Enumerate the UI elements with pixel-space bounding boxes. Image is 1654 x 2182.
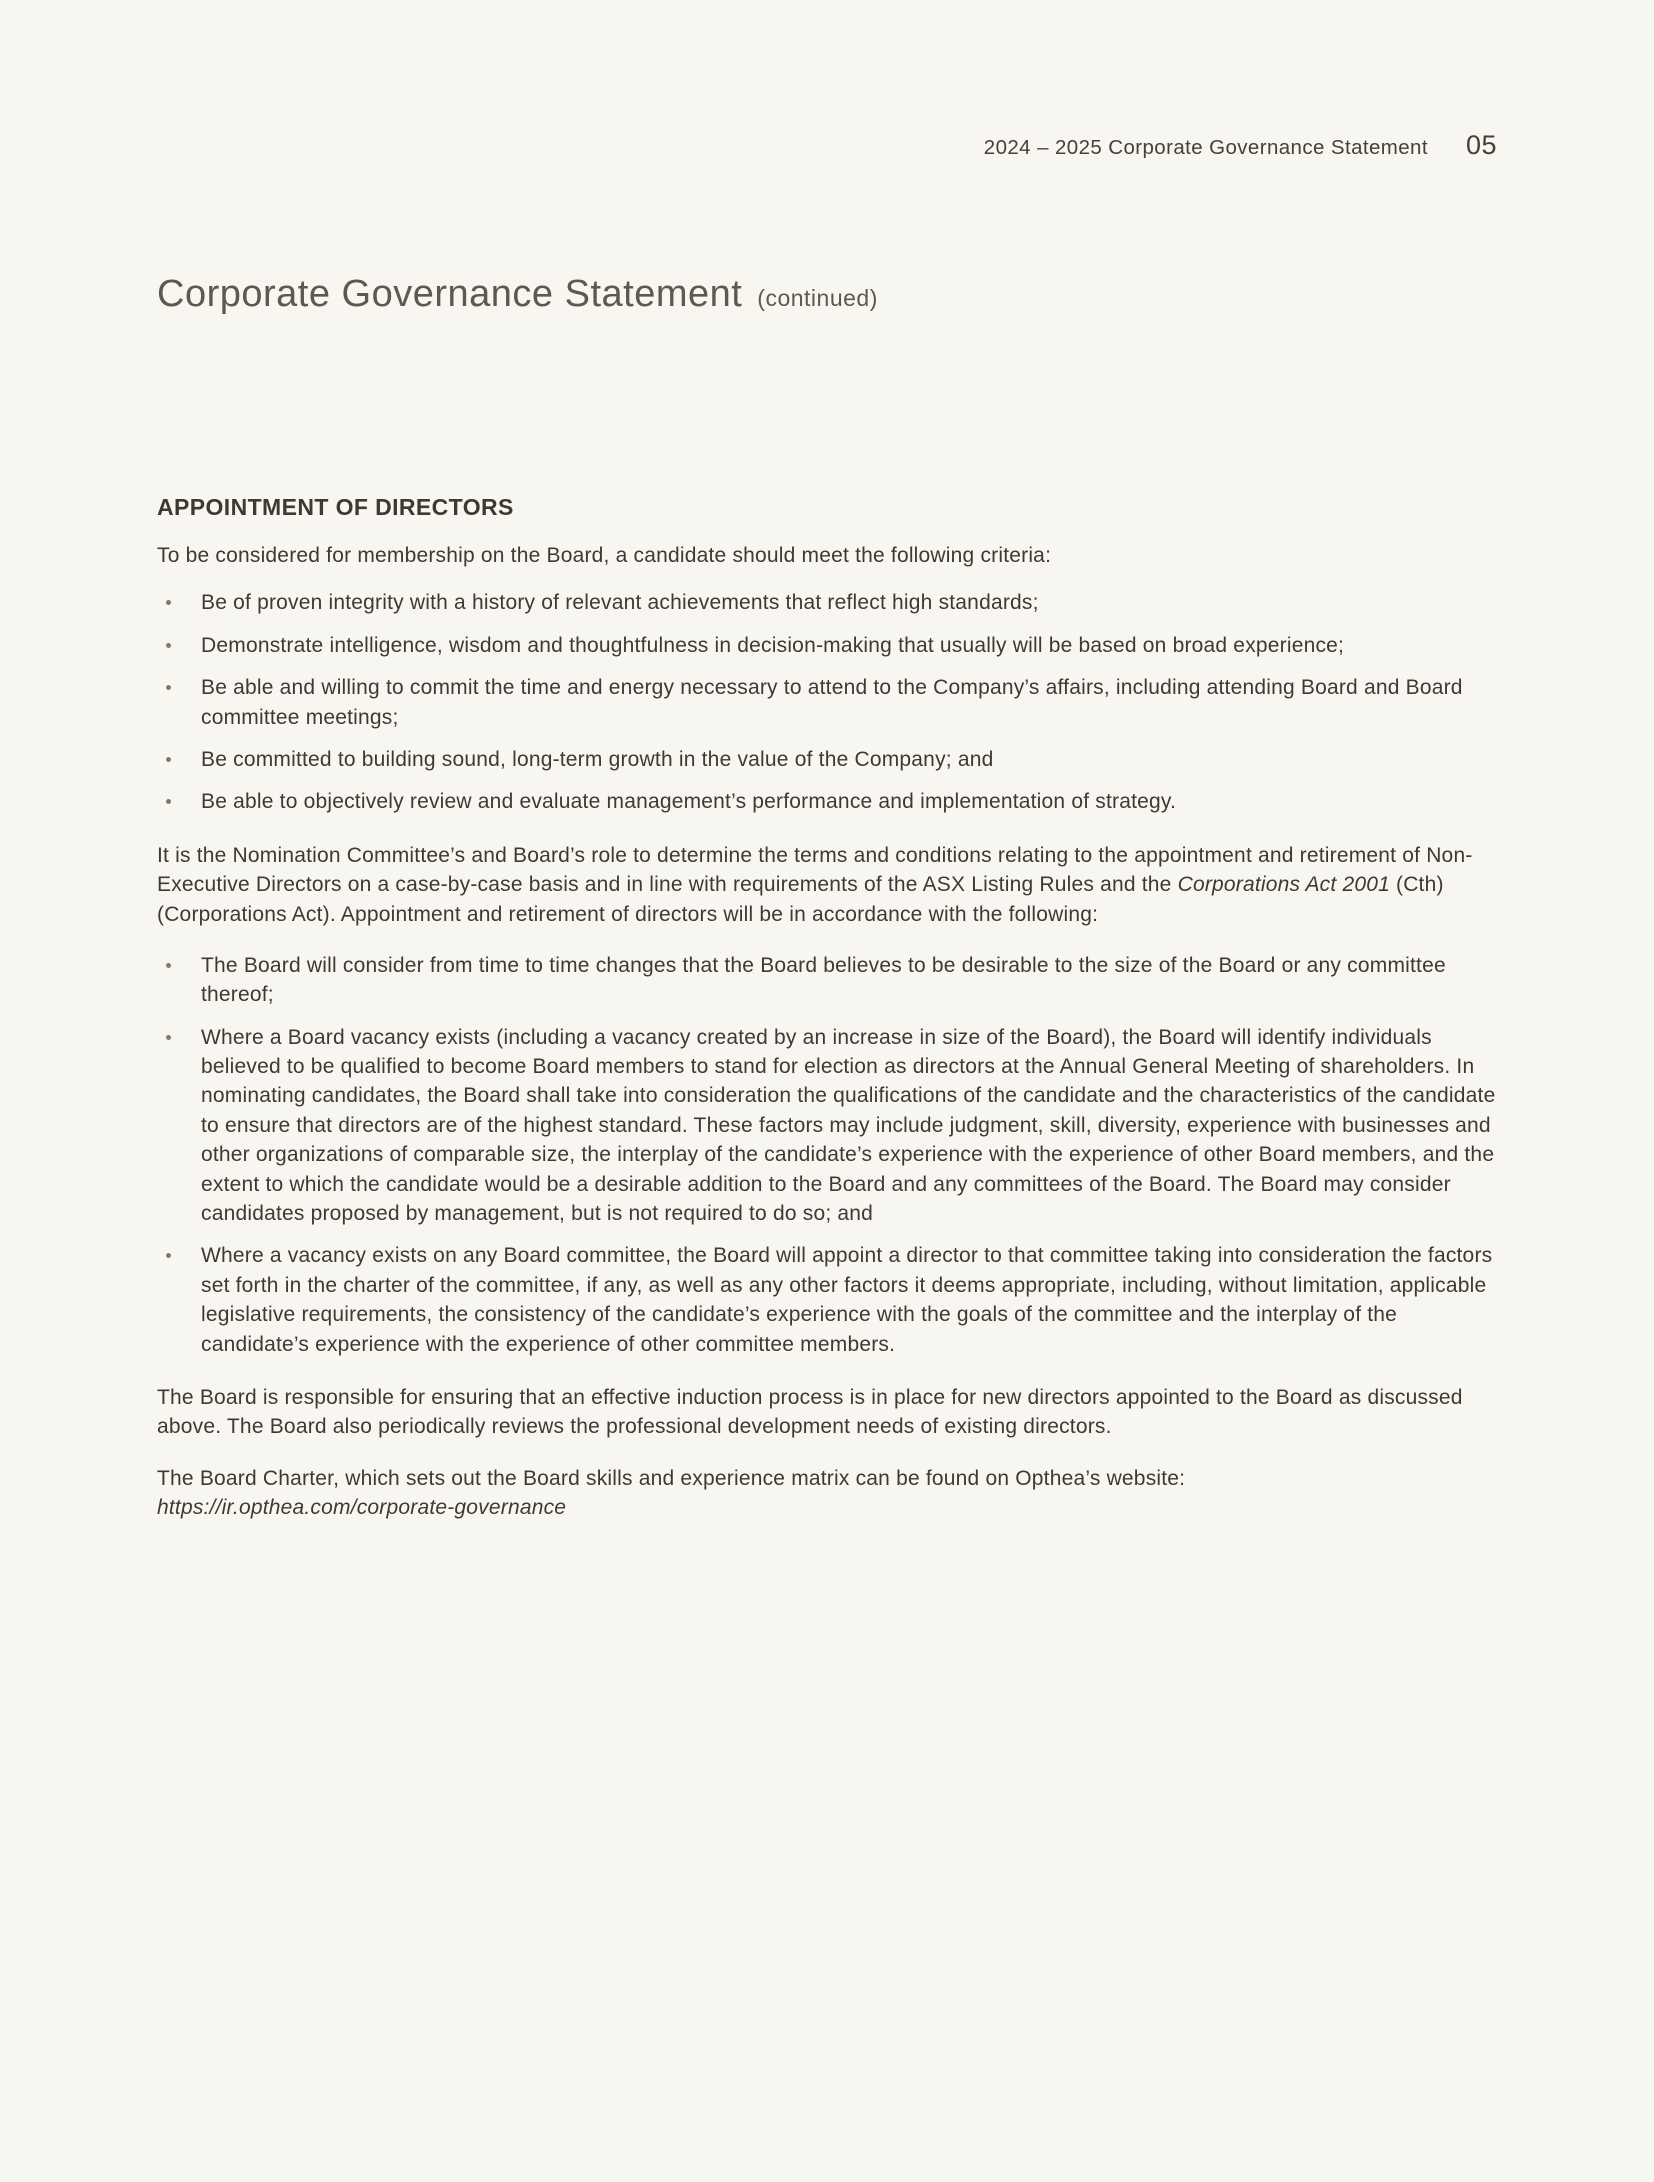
bullet-item [157, 588, 1497, 617]
bullet-text: Demonstrate intelligence, wisdom and thoughtfulness in decision-making that usually will be based on broad experience; [201, 633, 1345, 657]
charter-paragraph-text: The Board Charter, which sets out the Board skills and experience matrix can be found on Opthea’s website: [157, 1466, 1186, 1490]
bullet-item [157, 745, 1497, 774]
bullet-icon [166, 757, 171, 762]
nomination-paragraph-post: (Cth) (Corporations Act). Appointment and retirement of directors will be in accordance with the following: [157, 873, 1444, 926]
bullet-item [157, 631, 1497, 660]
bullet-icon [166, 643, 171, 648]
website-link[interactable]: https://ir.opthea.com/corporate-governance [157, 1496, 567, 1520]
induction-paragraph: The Board is responsible for ensuring that an effective induction process is in place for new directors appointed to the Board as discussed above. The Board also periodically reviews the professional development needs of existing directors. [157, 1385, 1463, 1439]
bullet-item [157, 673, 1497, 732]
document-title-suffix: (continued) [757, 285, 878, 311]
nomination-paragraph-pre: It is the Nomination Committee’s and Board’s role to determine the terms and conditions relating to the appointment and retirement of Non-Executive Directors on a case-by-case basis and in line with requirements of the ASX Listing Rules and the [157, 843, 1473, 897]
bullet-icon [166, 685, 171, 690]
bullet-text: Where a vacancy exists on any Board committee, the Board will appoint a director to that committee taking into consideration the factors set forth in the charter of the committee, if any, as well as any other factors it deems appropriate, including, without limitation, applicable legislative requirements, the consistency of the candidate’s experience with the goals of the committee and the interplay of the candidate’s experience with the experience of other committee members. [201, 1244, 1493, 1356]
corporations-act-italic: Corporations Act 2001 [1177, 873, 1390, 897]
bullet-item [157, 951, 1497, 1010]
header-title: 2024 – 2025 Corporate Governance Statement [983, 136, 1428, 159]
bullet-list-criteria [157, 588, 1497, 816]
bullet-item [157, 1023, 1497, 1229]
nomination-paragraph [157, 841, 1497, 929]
page-header [157, 0, 1497, 161]
bullet-item [157, 787, 1497, 816]
bullet-list-appointment-rules [157, 951, 1497, 1359]
bullet-icon [166, 799, 171, 804]
bullet-icon [166, 1253, 171, 1258]
bullet-text: Be of proven integrity with a history of relevant achievements that reflect high standards; [201, 591, 1039, 615]
bullet-text: Be committed to building sound, long-term growth in the value of the Company; and [201, 747, 994, 771]
section-heading: APPOINTMENT OF DIRECTORS [157, 494, 514, 520]
bullet-icon [166, 1035, 171, 1040]
charter-paragraph [157, 1464, 1497, 1523]
intro-paragraph: To be considered for membership on the Board, a candidate should meet the following criteria: [157, 544, 1052, 567]
document-title-main: Corporate Governance Statement [157, 273, 743, 315]
page-number: 05 [1465, 130, 1497, 160]
document-title [157, 273, 1497, 316]
bullet-text: Be able to objectively review and evaluate management’s performance and implementation of strategy. [201, 790, 1177, 814]
bullet-text: Be able and willing to commit the time and energy necessary to attend to the Company’s affairs, including attending Board and Board committee meetings; [201, 676, 1463, 729]
bullet-text: Where a Board vacancy exists (including a vacancy created by an increase in size of the Board), the Board will identify individuals believed to be qualified to become Board members to stand for election as directors at the Annual General Meeting of shareholders. In nominating candidates, the Board shall take into consideration the qualifications of the candidate and the characteristics of the candidate to ensure that directors are of the highest standard. These factors may include judgment, skill, diversity, experience with businesses and other organizations of comparable size, the interplay of the candidate’s experience with the experience of other Board members, and the extent to which the candidate would be a desirable addition to the Board and any committees of the Board. The Board may consider candidates proposed by management, but is not required to do so; and [201, 1025, 1496, 1226]
bullet-text: The Board will consider from time to time changes that the Board believes to be desirable to the size of the Board or any committee thereof; [201, 953, 1446, 1007]
bullet-icon [166, 963, 171, 968]
bullet-item [157, 1241, 1497, 1359]
bullet-icon [166, 600, 171, 605]
